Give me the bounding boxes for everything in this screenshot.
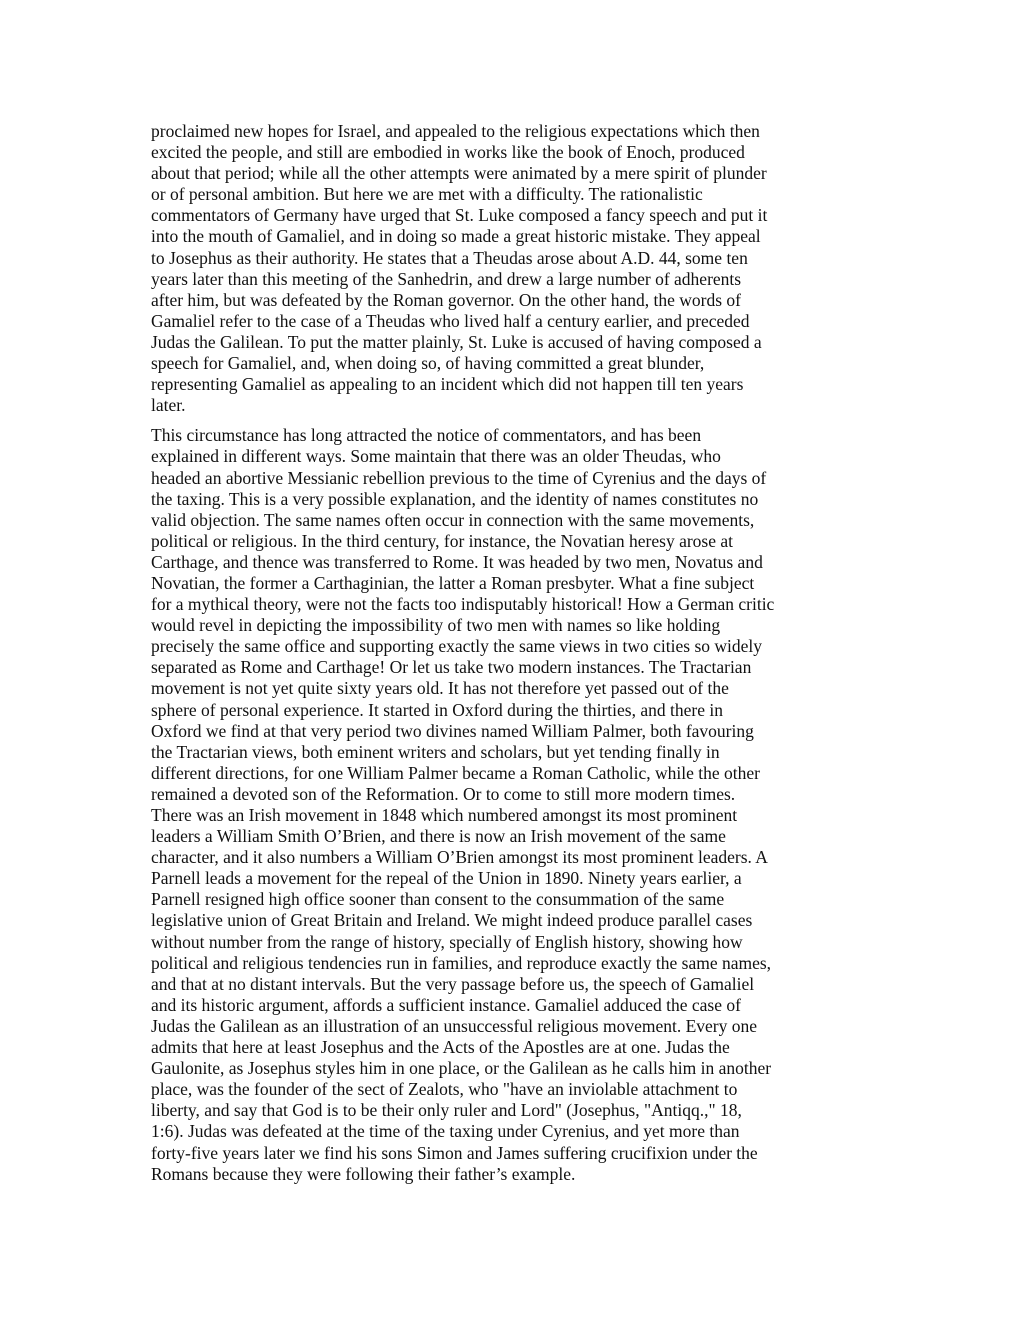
text-line: precisely the same office and supporting exactly the same views in two cities so widely: [151, 636, 763, 657]
text-line: Romans because they were following their father’s example.: [151, 1163, 576, 1184]
text-line: years later than this meeting of the Sanhedrin, and drew a large number of adherents: [151, 268, 742, 289]
text-line: Oxford we find at that very period two divines named William Palmer, both favouring: [151, 720, 754, 741]
text-line: sphere of personal experience. It started in Oxford during the thirties, and there in: [151, 699, 723, 720]
text-line: and that at no distant intervals. But the very passage before us, the speech of Gamaliel: [151, 973, 755, 994]
text-line: Novatian, the former a Carthaginian, the latter a Roman presbyter. What a fine subject: [151, 572, 755, 593]
text-line: to Josephus as their authority. He states that a Theudas arose about A.D. 44, some ten: [151, 247, 748, 268]
text-line: about that period; while all the other attempts were animated by a mere spirit of plunder: [151, 163, 767, 184]
text-line: into the mouth of Gamaliel, and in doing so made a great historic mistake. They appeal: [151, 226, 761, 247]
text-line: There was an Irish movement in 1848 which numbered amongst its most prominent: [151, 805, 738, 825]
text-line: remained a devoted son of the Reformation. Or to come to still more modern times.: [151, 783, 736, 804]
text-line: headed an abortive Messianic rebellion previous to the time of Cyrenius and the days of: [151, 467, 767, 488]
text-line: the taxing. This is a very possible explanation, and the identity of names constitutes no: [151, 488, 759, 509]
text-line: character, and it also numbers a William O’Brien amongst its most prominent leaders. A: [151, 847, 768, 868]
text-line: for a mythical theory, were not the facts too indisputably historical! How a German critic: [151, 594, 775, 615]
text-line: commentators of Germany have urged that St. Luke composed a fancy speech and put it: [151, 205, 768, 226]
text-line: speech for Gamaliel, and, when doing so, of having committed a great blunder,: [151, 353, 705, 374]
text-line: liberty, and say that God is to be their only ruler and Lord" (Josephus, "Antiqq.," 18,: [151, 1100, 742, 1121]
text-line: forty-five years later we find his sons Simon and James suffering crucifixion under the: [151, 1142, 758, 1163]
text-line: excited the people, and still are embodied in works like the book of Enoch, produced: [151, 142, 745, 163]
paragraph-1: [151, 121, 881, 416]
text-line: Judas the Galilean as an illustration of an unsuccessful religious movement. Every one: [151, 1015, 758, 1036]
text-line: movement is not yet quite sixty years old. It has not therefore yet passed out of the: [151, 678, 729, 699]
text-line: 1:6). Judas was defeated at the time of the taxing under Cyrenius, and yet more than: [151, 1121, 740, 1142]
text-line: different directions, for one William Palmer became a Roman Catholic, while the other: [151, 762, 761, 783]
text-line: Gaulonite, as Josephus styles him in one place, or the Galilean as he calls him in another: [151, 1058, 772, 1079]
text-line: Carthage, and thence was transferred to Rome. It was headed by two men, Novatus and: [151, 551, 763, 572]
text-line: place, was the founder of the sect of Zealots, who "have an inviolable attachment to: [151, 1079, 738, 1100]
text-line: would revel in depicting the impossibility of two men with names so like holding: [151, 615, 721, 636]
paragraph-2: [151, 425, 881, 1184]
text-line: Parnell leads a movement for the repeal of the Union in 1890. Ninety years earlier, a: [151, 868, 742, 889]
text-line: or of personal ambition. But here we are met with a difficulty. The rationalistic: [151, 184, 703, 205]
text-line: admits that here at least Josephus and the Acts of the Apostles are at one. Judas the: [151, 1037, 730, 1058]
text-line: Gamaliel refer to the case of a Theudas who lived half a century earlier, and preceded: [151, 310, 750, 331]
text-line: the Tractarian views, both eminent writers and scholars, but yet tending finally in: [151, 741, 720, 762]
text-line: separated as Rome and Carthage! Or let us take two modern instances. The Tractarian: [151, 657, 752, 678]
text-line: after him, but was defeated by the Roman governor. On the other hand, the words of: [151, 289, 741, 310]
text-line: explained in different ways. Some maintain that there was an older Theudas, who: [151, 446, 721, 467]
text-line: Judas the Galilean. To put the matter plainly, St. Luke is accused of having composed a: [151, 331, 762, 352]
text-line: proclaimed new hopes for Israel, and appealed to the religious expectations which then: [151, 121, 760, 141]
text-line: and its historic argument, affords a sufficient instance. Gamaliel adduced the case of: [151, 994, 741, 1015]
text-line: political or religious. In the third century, for instance, the Novatian heresy arose at: [151, 530, 734, 551]
text-line: Parnell resigned high office sooner than consent to the consummation of the same: [151, 889, 725, 910]
text-line: later.: [151, 395, 186, 416]
text-line: legislative union of Great Britain and Ireland. We might indeed produce parallel cases: [151, 910, 753, 931]
text-line: valid objection. The same names often occur in connection with the same movements,: [151, 509, 755, 530]
text-line: leaders a William Smith O’Brien, and there is now an Irish movement of the same: [151, 826, 726, 847]
text-line: This circumstance has long attracted the notice of commentators, and has been: [151, 425, 702, 446]
text-line: without number from the range of history, specially of English history, showing how: [151, 931, 743, 952]
text-line: representing Gamaliel as appealing to an incident which did not happen till ten years: [151, 374, 744, 395]
text-line: political and religious tendencies run in families, and reproduce exactly the same names,: [151, 952, 772, 973]
document-page: [151, 121, 881, 1185]
